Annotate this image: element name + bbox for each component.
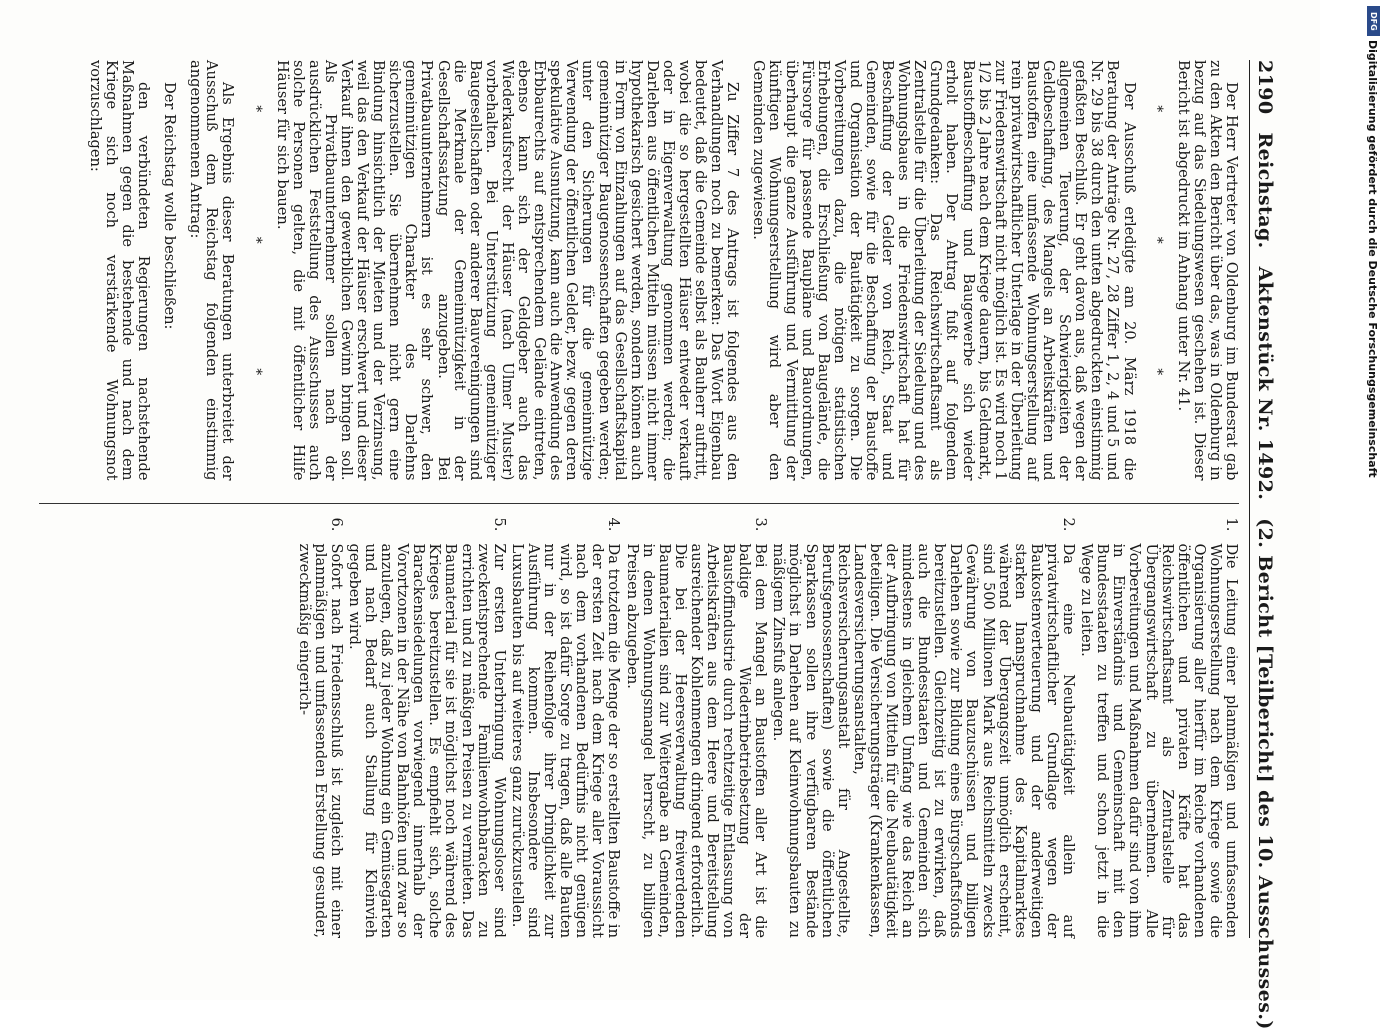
right-column bbox=[39, 503, 1239, 939]
list-item: 2. Da eine Neubautätigkeit allein auf privatwirtschaftlicher Grundlage wegen der Baukostenverteuerung und der anderweitigen starken Inanspruchnahme des Kapitalmarktes während der Übergangszeit unmöglich erscheint, sind 500 Millionen Mark aus Reichsmitteln zwecks Gewährung von Bauzuschüssen und billigen Darlehen sowie zur Bildung eines Bürgschaftsfonds bereitzustellen. Gleichzeitig ist zu erwirken, daß auch die Bundesstaaten und Gemeinden sich mindestens in gleichem Umfang wie das Reich an der Aufbringung von Mitteln für die Neubautätigkeit beteiligen. Die Versicherungsträger (Krankenkassen, Landesversicherungsanstalten, Reichsversicherungsanstalt für Angestellte, Berufsgenossenschaften) sowie die öffentlichen Sparkassen sollen ihre verfügbaren Bestände möglichst in Darlehen auf Kleinwohnungsbauten zu mäßigem Zinsfuß anlegen. bbox=[770, 517, 1078, 938]
resolution-list bbox=[296, 518, 1239, 939]
digitization-credit bbox=[1361, 0, 1383, 1000]
document-number: Aktenstück Nr. 1492. bbox=[1254, 266, 1276, 501]
page-header bbox=[1249, 60, 1276, 1030]
list-item: 1. Die Leitung einer planmäßigen und umfassenden Wohnungserstellung nach dem Kriege sowie die Organisierung aller hierfür im Reiche vorhandenen öffentlichen und privaten Kräfte hat das Reichswirtschaftsamt als Zentralstelle für Übergangswirtschaft zu übernehmen. Alle Vorbereitungen und Maßnahmen dafür sind von ihm in Einverständnis und Gemeinschaft mit den Bundesstaaten zu treffen und schon jetzt in die Wege zu leiten. bbox=[1078, 517, 1240, 938]
paragraph-motion-intro: Der Reichstag wolle beschließen: bbox=[161, 82, 179, 330]
credit-text: Digitalisierung gefördert durch die Deutsche Forschungsgemeinschaft bbox=[1366, 40, 1379, 478]
report-label: (2. Bericht [Teilbericht] des 10. Ausschusses.) bbox=[1254, 518, 1276, 1030]
source-title: Reichstag. bbox=[1254, 132, 1276, 249]
section-separator: * * * bbox=[1148, 105, 1165, 436]
paragraph-item-seven: Zu Ziffer 7 des Antrags ist folgendes aus den Verhandlungen noch zu bemerken: Das Wort Eigenbau bedeutet, daß die Gemeinde selbst als Bauherr auftritt, wobei die so hergestellten Häuser entweder verkauft oder in Eigenverwaltung genommen werden; die Darlehen aus öffentlichen Mitteln müssen nicht immer hypothekarisch gesichert werden, sondern können auch in Form von Einzahlungen auf das Gesellschaftskapital gemeinnütziger Baugenossenschaften gegeben werden; unter den Sicherungen für die gemeinnützige Verwendung der öffentlichen Gelder, bezw. gegen deren spekulative Ausnutzung, kann auch die Anwendung des Erbbaurechts auf entsprechendem Gelände eintreten, ebenso kann sich der Geldgeber auch das Wiederkaufsrecht der Häuser (nach Ulmer Muster) vorbehalten. Bei Unterstützung gemeinnütziger Baugesellschaften oder anderer Bauvereinigungen sind die Merkmale der Gemeinnützigkeit in der Gesellschaftssatzung anzugeben. Bei Privatbauunternehmern ist es sehr schwer, den gemeinnützigen Charakter des Darlehns sicherzustellen. Sie übernehmen nicht gern eine Bindung hinsichtlich der Mieten und der Verzinsung, weil das den Verkauf der Häuser erschwert und dieser Verkauf ihnen den gewerblichen Gewinn bringen soll. Als Privatbauunternehmer sollen nach der ausdrücklichen Feststellung des Ausschusses auch solche Personen gelten, die mit öffentlicher Hilfe Häuser für sich bauen. bbox=[273, 60, 742, 481]
left-column bbox=[39, 60, 1239, 481]
paragraph-committee-decision: Der Ausschuß erledigte am 20. März 1918 die Beratung der Anträge Nr. 27, 28 Ziffer 1, 2, 4 und 5 und Nr. 29 bis 38 durch den unten abgedruckten einstimmig gefaßten Beschluß. Er geht davon aus, daß wegen der allgemeinen Teuerung, der Schwierigkeiten der Geldbeschaffung, des Mangels an Arbeitskräften und Baustoffen eine umfassende Wohnungserstellung auf rein privatwirtschaftlicher Unterlage in der Überleitung zur Friedenswirtschaft nicht möglich ist. Es wird noch 1 1/2 bis 2 Jahre nach dem Kriege dauern, bis Geldmarkt, Baustoffbeschaffung und Baugewerbe sich wieder erholt haben. Der Antrag fußt auf folgendem Grundgedanken: Das Reichswirtschaftsamt als Zentralstelle für die Überleitung der Siedelung und des Wohnungsbaues in die Friedenswirtschaft hat für Beschaffung der Gelder von Reich, Staat und Gemeinden, sowie für die Beschaffung der Baustoffe und Organisation der Bautätigkeit zu sorgen. Die Vorbereitungen dazu, die nötigen statistischen Erhebungen, die Erschließung von Baugelände, die Fürsorge für passende Baupläne und Bauordnungen, überhaupt die ganze Ausführung und Vermittlung der künftigen Wohnungserstellung wird aber den Gemeinden zugewiesen. bbox=[750, 60, 1138, 481]
page-number: 2190 bbox=[1254, 60, 1276, 115]
paragraph-result: Als Ergebnis dieser Beratungen unterbreitet der Ausschuß dem Reichstag folgenden einstimmig angenommenen Antrag: bbox=[187, 60, 237, 481]
list-item: 4. Da trotzdem die Menge der so erstellten Baustoffe in der ersten Zeit nach dem Kriege aller Voraussicht nach dem vorhandenen Bedürfnis nicht genügen wird, so ist dafür Sorge zu tragen, daß alle Bauten nur in der Reihenfolge ihrer Dringlichkeit zur Ausführung kommen. Insbesondere sind Luxusbauten bis auf weiteres ganz zurückzustellen. bbox=[508, 517, 623, 938]
text-columns bbox=[39, 60, 1239, 938]
section-separator: * * * bbox=[247, 105, 264, 436]
list-item: 5. Zur ersten Unterbringung Wohnungsloser sind zweckentsprechende Familienwohnbaracken zu errichten und zu mäßigen Preisen zu vermieten. Das Baumaterial für sie ist möglichst noch während des Krieges bereitzustellen. Es empfiehlt sich, solche Barackensiedelungen vorwiegend innerhalb der Vorortzonen in der Nähe von Bahnhöfen und zwar so anzulegen, daß zu jeder Wohnung ein Gemüsegarten und nach Bedarf auch Stallung für Kleinvieh gegeben wird. bbox=[345, 517, 508, 938]
paragraph-motion-body: den verbündeten Regierungen nachstehende Maßnahmen gegen die bestehende und nach dem Kriege sich noch verstärkende Wohnungsnot vorzuschlagen: bbox=[86, 60, 153, 481]
dfg-logo: DFG bbox=[1367, 6, 1380, 36]
paragraph-oldenburg: Der Herr Vertreter von Oldenburg im Bundesrat gab zu den Akten den Bericht über das, was in Oldenburg in bezug auf das Siedelungswesen geschehen ist. Dieser Bericht ist abgedruckt im Anhang unter Nr. 41. bbox=[1174, 60, 1240, 481]
list-item: 6. Sofort nach Friedensschluß ist zugleich mit einer planmäßigen und umfassenden Erstellung gesunder, zweckmäßig eingerich- bbox=[295, 517, 345, 938]
list-item: 3. Bei dem Mangel an Baustoffen aller Art ist die baldige Wiederinbetriebsetzung der Baustoffindustrie durch rechtzeitige Entlassung von Arbeitskräften aus dem Heere und Bereitstellung ausreichender Kohlenmengen dringend erforderlich. Die bei der Heeresverwaltung freiwerdenden Baumaterialien sind zur Weitergabe an Gemeinden, in denen Wohnungsmangel herrscht, zu billigen Preisen abzugeben. bbox=[623, 517, 770, 938]
